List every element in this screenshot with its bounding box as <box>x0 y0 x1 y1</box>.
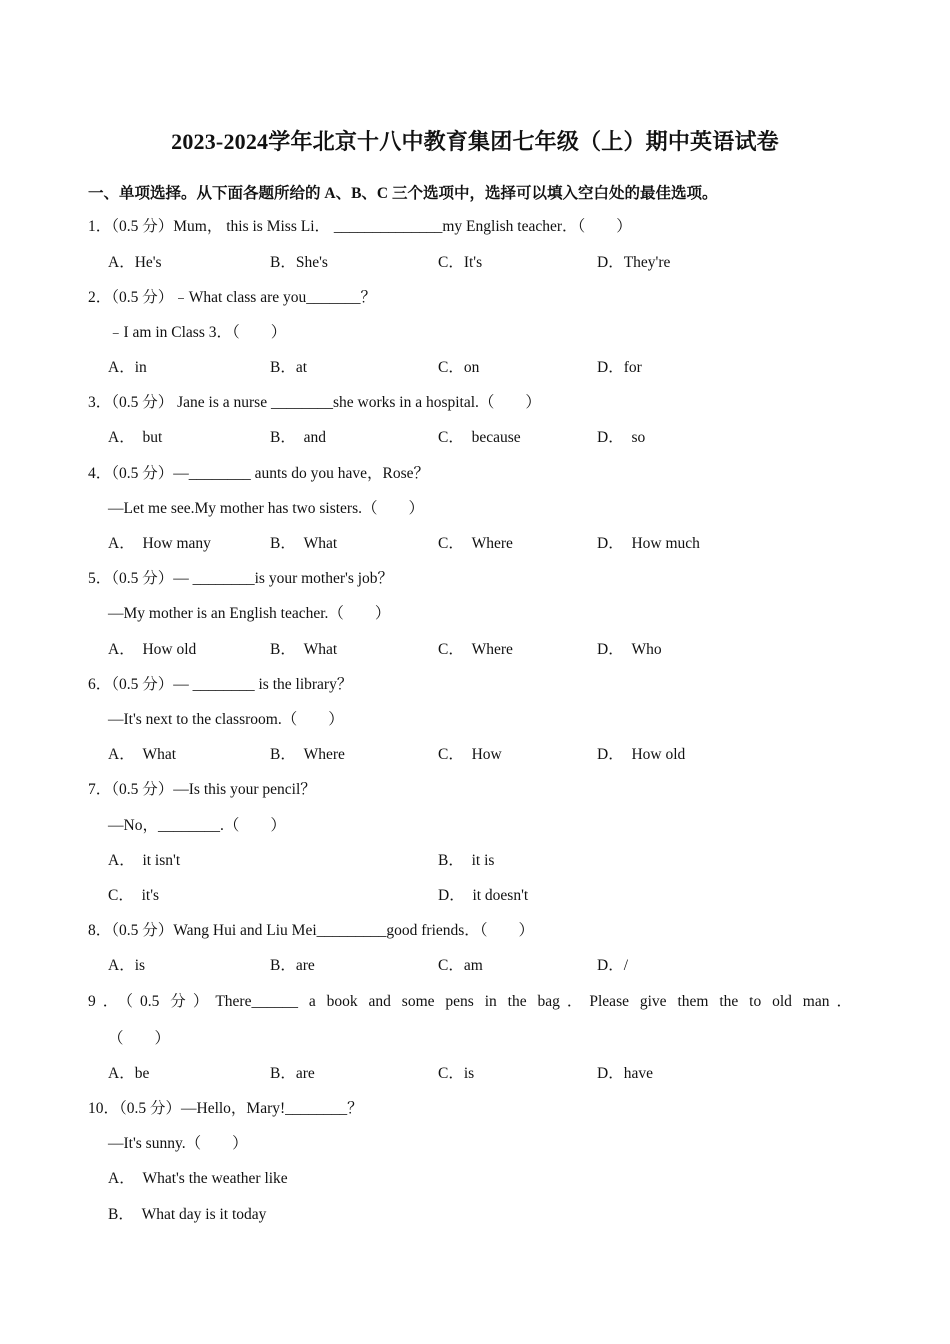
question-2-sub: ﹣I am in Class 3．（ ） <box>108 324 287 341</box>
q8-option-d: D．/ <box>597 957 629 974</box>
q4-option-c: C． Where <box>438 535 513 552</box>
question-3-stem: 3．（0.5 分） Jane is a nurse ________she works in a hospital.（ ） <box>88 394 541 411</box>
question-2-stem: 2．（0.5 分）﹣What class are you_______？ <box>88 289 376 306</box>
q3-option-c: C． because <box>438 429 521 446</box>
q9-option-b: B．are <box>270 1065 315 1082</box>
q2-option-b: B．at <box>270 359 308 376</box>
q2-option-a: A．in <box>108 359 147 376</box>
q3-option-a: A． but <box>108 429 163 446</box>
section-title: 一、单项选择。从下面各题所给的 A、B、C 三个选项中，选择可以填入空白处的最佳选项。 <box>88 185 718 202</box>
q9-option-c: C．is <box>438 1065 475 1082</box>
q6-option-d: D． How old <box>597 746 686 763</box>
q10-option-a: A． What's the weather like <box>108 1170 288 1187</box>
question-9-stem: 9．（0.5 分）There______ a book and some pens in the bag．Please give them the to old man． <box>88 993 852 1010</box>
q1-option-b: B．She's <box>270 254 328 271</box>
q5-option-b: B． What <box>270 641 338 658</box>
q5-option-c: C． Where <box>438 641 513 658</box>
question-6-stem: 6．（0.5 分）— ________ is the library？ <box>88 676 353 693</box>
q8-option-b: B．are <box>270 957 315 974</box>
q7-option-b: B． it is <box>438 852 495 869</box>
q1-option-a: A．He's <box>108 254 162 271</box>
question-5-stem: 5．（0.5 分）— ________is your mother's job？ <box>88 570 394 587</box>
q5-option-a: A． How old <box>108 641 197 658</box>
q1-option-d: D．They're <box>597 254 671 271</box>
q6-option-c: C． How <box>438 746 502 763</box>
q4-option-a: A． How many <box>108 535 211 552</box>
question-4-sub: —Let me see.My mother has two sisters.（ ） <box>108 500 424 517</box>
q2-option-d: D．for <box>597 359 642 376</box>
question-10-sub: —It's sunny.（ ） <box>108 1135 248 1152</box>
q4-option-b: B． What <box>270 535 338 552</box>
q1-option-c: C．It's <box>438 254 483 271</box>
question-4-stem: 4．（0.5 分）—________ aunts do you have，Rose？ <box>88 465 429 482</box>
q4-option-d: D． How much <box>597 535 700 552</box>
question-5-sub: —My mother is an English teacher.（ ） <box>108 605 391 622</box>
question-7-stem: 7．（0.5 分）—Is this your pencil？ <box>88 781 316 798</box>
q5-option-d: D． Who <box>597 641 662 658</box>
q6-option-a: A． What <box>108 746 177 763</box>
q3-option-d: D． so <box>597 429 646 446</box>
q6-option-b: B． Where <box>270 746 345 763</box>
q8-option-c: C．am <box>438 957 483 974</box>
q7-option-c: C． it's <box>108 887 160 904</box>
q3-option-b: B． and <box>270 429 326 446</box>
page-title: 2023-2024学年北京十八中教育集团七年级（上）期中英语试卷 <box>171 129 779 154</box>
question-8-stem: 8．（0.5 分）Wang Hui and Liu Mei_________good friends．（ ） <box>88 922 535 939</box>
q7-option-a: A． it isn't <box>108 852 181 869</box>
q2-option-c: C．on <box>438 359 480 376</box>
question-7-sub: —No，________.（ ） <box>108 817 286 834</box>
q9-option-d: D．have <box>597 1065 653 1082</box>
question-10-stem: 10．（0.5 分）—Hello，Mary!________？ <box>88 1100 363 1117</box>
question-9-sub: （ ） <box>108 1030 171 1047</box>
q7-option-d: D． it doesn't <box>438 887 529 904</box>
q8-option-a: A．is <box>108 957 146 974</box>
q9-option-a: A．be <box>108 1065 150 1082</box>
question-6-sub: —It's next to the classroom.（ ） <box>108 711 344 728</box>
q10-option-b: B． What day is it today <box>108 1206 267 1223</box>
question-1-stem: 1．（0.5 分）Mum， this is Miss Li． ______________my English teacher．（ ） <box>88 218 632 235</box>
